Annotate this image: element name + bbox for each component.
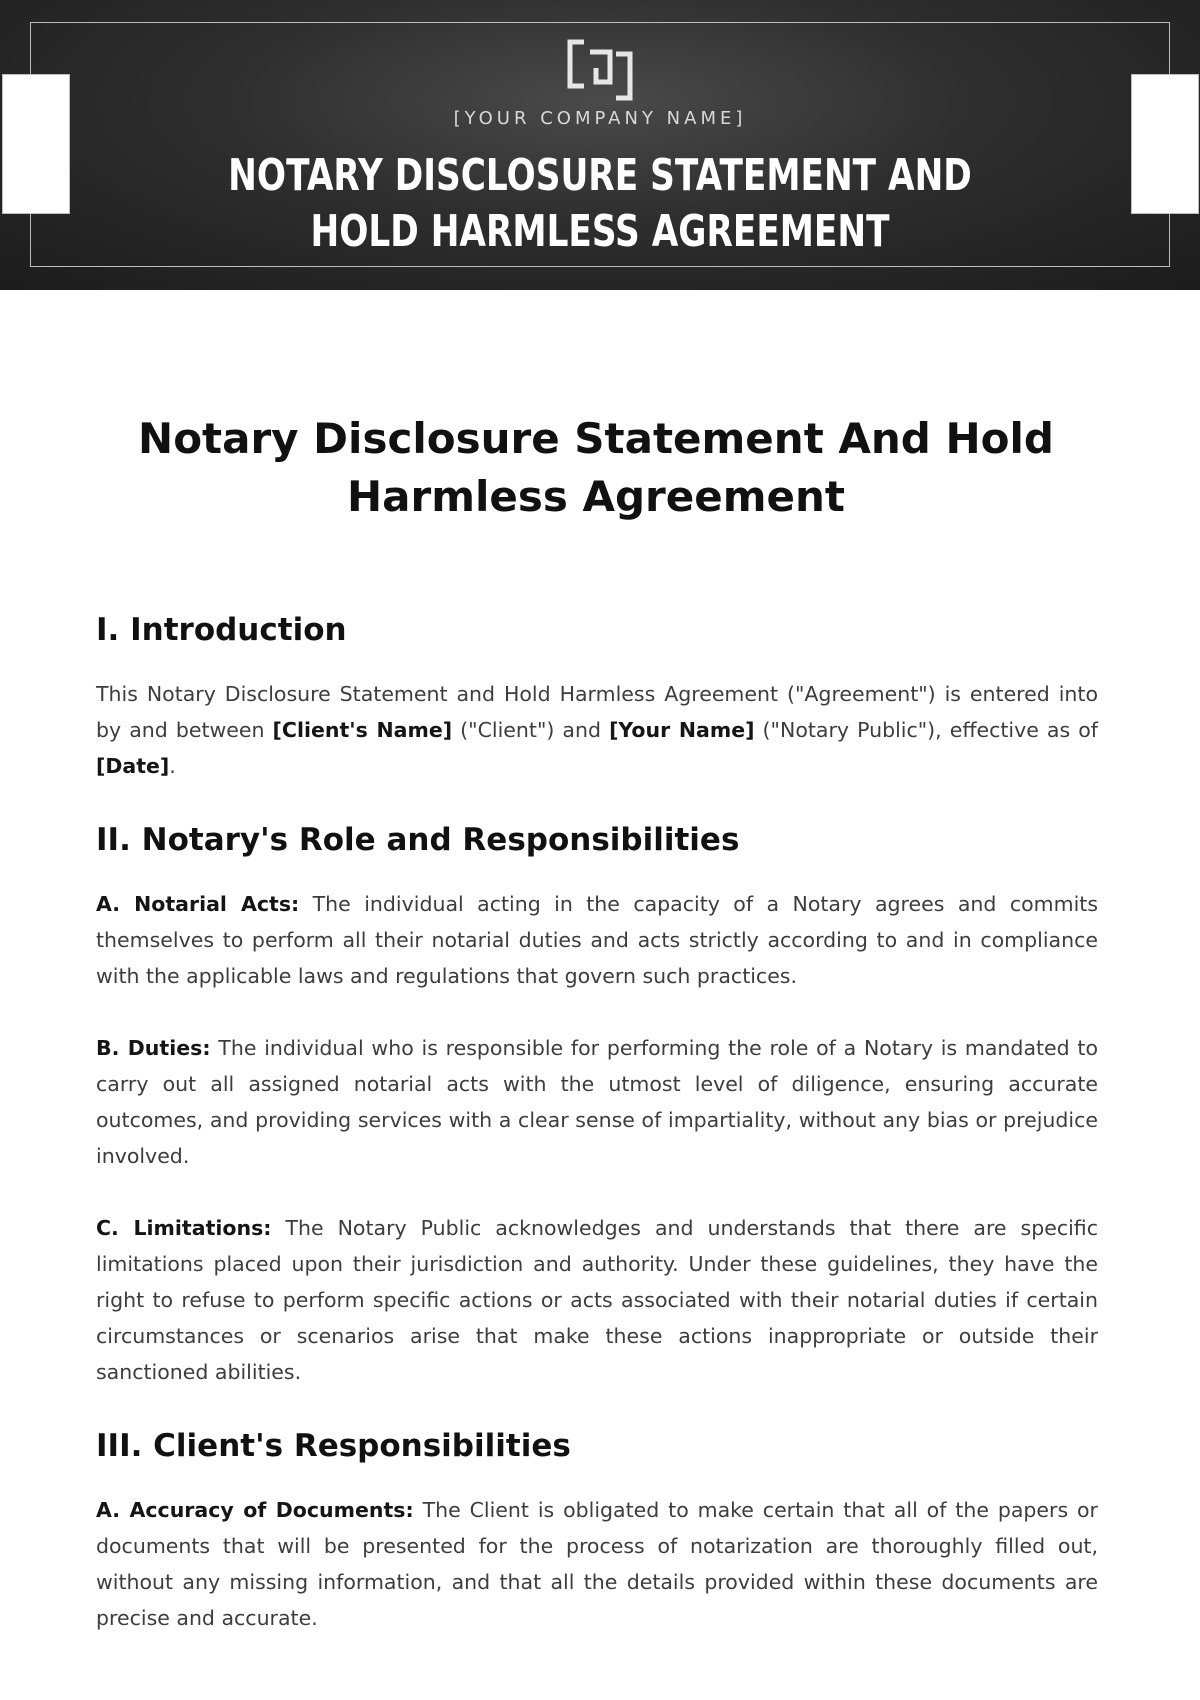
- section-heading: III. Client's Responsibilities: [96, 1428, 571, 1464]
- bracket-logo-icon: [566, 38, 634, 102]
- banner-title: [132, 148, 1068, 260]
- document-body: [96, 610, 1098, 1672]
- clause-text: The Client is obligated to make certain that all of the papers or documents that will be presented for the process of notarization are thoroughly filled out, without any missing information, and that all the details provided within these documents are precise and accurate.: [96, 1498, 1098, 1630]
- clause-label: A. Accuracy of Documents:: [96, 1498, 414, 1522]
- company-name: [YOUR COMPANY NAME]: [453, 108, 747, 129]
- clause-label: B. Duties:: [96, 1036, 211, 1060]
- header-banner: [0, 0, 1200, 290]
- frame-top-line: [30, 22, 1170, 23]
- clause-limitations: [96, 1210, 1098, 1390]
- client-name-placeholder: [Client's Name]: [272, 718, 453, 742]
- clause-label: A. Notarial Acts:: [96, 892, 300, 916]
- intro-text-d: .: [169, 754, 176, 778]
- document-title-line-2: Harmless Agreement: [347, 472, 845, 521]
- clause-notarial-acts: [96, 886, 1098, 994]
- intro-paragraph: [96, 676, 1098, 784]
- clause-text: The Notary Public acknowledges and understands that there are specific limitations placed upon their jurisdiction and authority. Under these guidelines, they have the right to refuse to perform specific actions or acts associated with their notarial duties if certain circumstances or scenarios arise that make these actions inappropriate or outside their sanctioned abilities.: [96, 1216, 1098, 1384]
- clause-text: The individual who is responsible for performing the role of a Notary is mandated to carry out all assigned notarial acts with the utmost level of diligence, ensuring accurate outcomes, and providing services with a clear sense of impartiality, without any bias or prejudice involved.: [96, 1036, 1099, 1168]
- date-placeholder: [Date]: [96, 754, 170, 778]
- frame-bottom-line: [30, 266, 1170, 267]
- left-side-tab: [2, 74, 70, 214]
- section-heading: I. Introduction: [96, 612, 347, 648]
- frame-right-upper: [1169, 22, 1170, 74]
- section-client-responsibilities: [96, 1426, 1098, 1636]
- clause-accuracy-of-documents: [96, 1492, 1098, 1636]
- section-introduction: [96, 610, 1098, 784]
- right-side-tab: [1131, 74, 1199, 214]
- clause-duties: [96, 1030, 1098, 1174]
- intro-text-c: ("Notary Public"), effective as of: [754, 718, 1098, 742]
- banner-title-line-2: HOLD HARMLESS AGREEMENT: [310, 206, 890, 257]
- intro-text-b: ("Client") and: [452, 718, 610, 742]
- frame-left-lower: [30, 214, 31, 267]
- clause-text: The individual acting in the capacity of a Notary agrees and commits themselves to perform all their notarial duties and acts strictly according to and in compliance with the applicable laws and regulations that govern such practices.: [96, 892, 1098, 988]
- clause-label: C. Limitations:: [96, 1216, 272, 1240]
- your-name-placeholder: [Your Name]: [609, 718, 755, 742]
- document-title-line-1: Notary Disclosure Statement And Hold: [138, 414, 1054, 463]
- intro-text-a: This Notary Disclosure Statement and Hold Harmless Agreement ("Agreement") is entered into by and between: [96, 682, 1098, 742]
- frame-right-lower: [1169, 214, 1170, 267]
- document-title: [96, 410, 1096, 526]
- section-heading: II. Notary's Role and Responsibilities: [96, 822, 740, 858]
- frame-left-upper: [30, 22, 31, 74]
- banner-title-line-1: NOTARY DISCLOSURE STATEMENT AND: [228, 150, 972, 201]
- section-notary-role: [96, 820, 1098, 1390]
